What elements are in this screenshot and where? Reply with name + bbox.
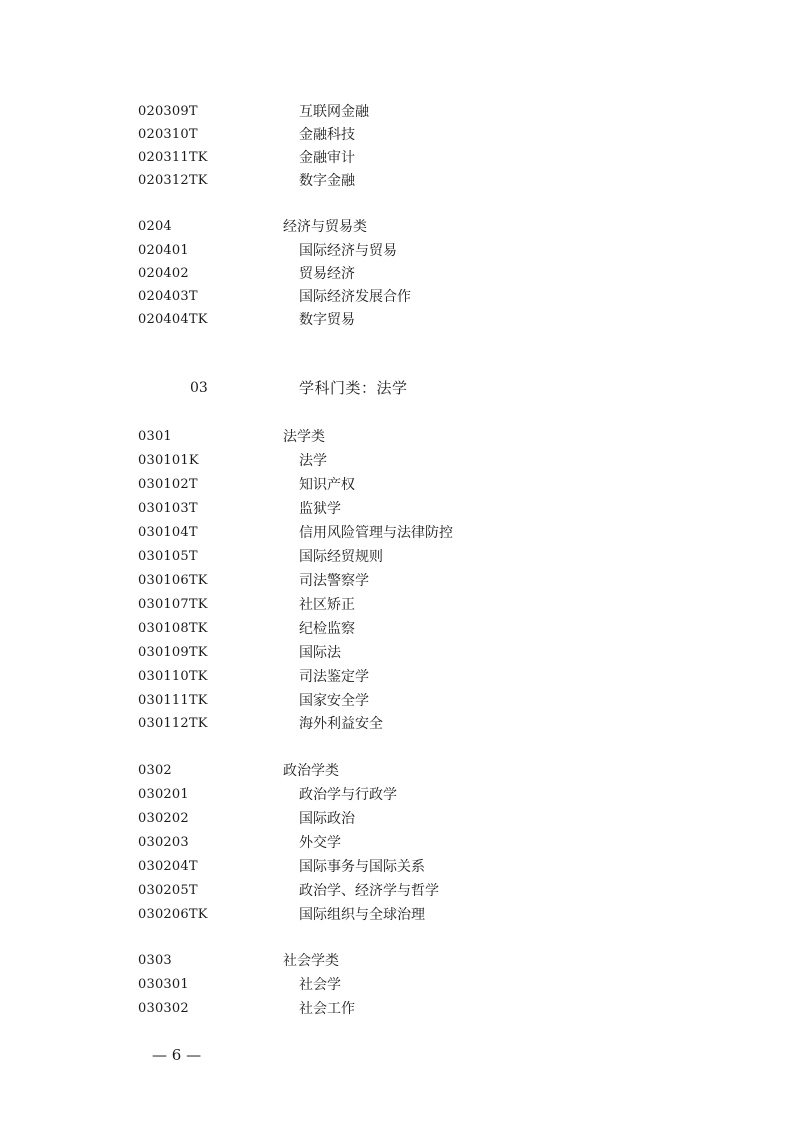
class-name: 经济与贸易类 bbox=[283, 219, 367, 235]
major-name: 国际事务与国际关系 bbox=[299, 859, 425, 875]
major-row bbox=[0, 594, 800, 616]
major-name: 社会工作 bbox=[299, 1001, 355, 1017]
major-code: 030110TK bbox=[138, 669, 208, 684]
major-row bbox=[0, 618, 800, 640]
major-name: 政治学与行政学 bbox=[299, 787, 397, 803]
major-row bbox=[0, 240, 800, 262]
major-name: 国际政治 bbox=[299, 811, 355, 827]
major-row bbox=[0, 856, 800, 878]
major-code: 020401 bbox=[138, 243, 189, 258]
major-row bbox=[0, 666, 800, 688]
major-name: 金融科技 bbox=[299, 127, 355, 143]
major-name: 国家安全学 bbox=[299, 693, 369, 709]
major-row bbox=[0, 498, 800, 520]
page-number: — 6 — bbox=[152, 1046, 202, 1064]
major-name: 贸易经济 bbox=[299, 266, 355, 282]
major-code: 030204T bbox=[138, 859, 198, 874]
major-name: 社会学 bbox=[299, 977, 341, 993]
major-row bbox=[0, 570, 800, 592]
major-row bbox=[0, 713, 800, 735]
major-name: 法学 bbox=[299, 453, 327, 469]
major-code: 030202 bbox=[138, 811, 189, 826]
major-code: 020312TK bbox=[138, 173, 208, 188]
major-row bbox=[0, 880, 800, 902]
major-name: 互联网金融 bbox=[299, 104, 369, 120]
major-row bbox=[0, 124, 800, 146]
major-code: 030108TK bbox=[138, 621, 208, 636]
class-heading-row bbox=[0, 760, 800, 782]
major-code: 030302 bbox=[138, 1001, 189, 1016]
discipline-heading bbox=[0, 376, 800, 400]
major-name: 海外利益安全 bbox=[299, 716, 383, 732]
class-heading-row bbox=[0, 950, 800, 972]
major-name: 外交学 bbox=[299, 835, 341, 851]
major-name: 国际经济与贸易 bbox=[299, 243, 397, 259]
major-name: 政治学、经济学与哲学 bbox=[299, 883, 439, 899]
major-row bbox=[0, 170, 800, 192]
major-code: 030301 bbox=[138, 977, 189, 992]
major-code: 030206TK bbox=[138, 907, 208, 922]
major-name: 司法鉴定学 bbox=[299, 669, 369, 685]
major-name: 国际法 bbox=[299, 645, 341, 661]
class-code: 0301 bbox=[138, 429, 172, 444]
major-code: 020310T bbox=[138, 127, 198, 142]
major-code: 030105T bbox=[138, 549, 198, 564]
major-name: 监狱学 bbox=[299, 501, 341, 517]
class-heading-row bbox=[0, 426, 800, 448]
major-code: 030112TK bbox=[138, 716, 208, 731]
major-row bbox=[0, 147, 800, 169]
class-heading-row bbox=[0, 216, 800, 238]
major-name: 国际经贸规则 bbox=[299, 549, 383, 565]
major-code: 030103T bbox=[138, 501, 198, 516]
major-row bbox=[0, 450, 800, 472]
major-row bbox=[0, 474, 800, 496]
major-code: 030201 bbox=[138, 787, 189, 802]
class-name: 社会学类 bbox=[283, 953, 339, 969]
major-name: 知识产权 bbox=[299, 477, 355, 493]
major-code: 030109TK bbox=[138, 645, 208, 660]
major-row bbox=[0, 546, 800, 568]
major-code: 030101K bbox=[138, 453, 199, 468]
major-row bbox=[0, 832, 800, 854]
major-row bbox=[0, 522, 800, 544]
major-code: 030111TK bbox=[138, 693, 208, 708]
class-name: 法学类 bbox=[283, 429, 325, 445]
major-name: 纪检监察 bbox=[299, 621, 355, 637]
major-row bbox=[0, 642, 800, 664]
major-row bbox=[0, 904, 800, 926]
major-code: 020402 bbox=[138, 266, 189, 281]
major-name: 国际经济发展合作 bbox=[299, 289, 411, 305]
class-code: 0302 bbox=[138, 763, 172, 778]
major-code: 030107TK bbox=[138, 597, 208, 612]
major-code: 030106TK bbox=[138, 573, 208, 588]
class-name: 政治学类 bbox=[283, 763, 339, 779]
major-name: 数字贸易 bbox=[299, 312, 355, 328]
major-code: 020309T bbox=[138, 104, 198, 119]
major-code: 030104T bbox=[138, 525, 198, 540]
major-code: 020403T bbox=[138, 289, 198, 304]
major-row bbox=[0, 263, 800, 285]
major-code: 030102T bbox=[138, 477, 198, 492]
major-row bbox=[0, 808, 800, 830]
class-code: 0204 bbox=[138, 219, 172, 234]
major-row bbox=[0, 690, 800, 712]
discipline-name: 学科门类：法学 bbox=[299, 379, 408, 397]
class-code: 0303 bbox=[138, 953, 172, 968]
major-row bbox=[0, 101, 800, 123]
major-name: 国际组织与全球治理 bbox=[299, 907, 425, 923]
major-name: 信用风险管理与法律防控 bbox=[299, 525, 453, 541]
major-name: 数字金融 bbox=[299, 173, 355, 189]
major-code: 020404TK bbox=[138, 312, 208, 327]
major-name: 社区矫正 bbox=[299, 597, 355, 613]
major-row bbox=[0, 784, 800, 806]
major-code: 030203 bbox=[138, 835, 189, 850]
major-code: 020311TK bbox=[138, 150, 208, 165]
major-row bbox=[0, 286, 800, 308]
major-row bbox=[0, 974, 800, 996]
discipline-code: 03 bbox=[190, 380, 208, 396]
major-row bbox=[0, 998, 800, 1020]
major-row bbox=[0, 309, 800, 331]
major-code: 030205T bbox=[138, 883, 198, 898]
major-name: 司法警察学 bbox=[299, 573, 369, 589]
major-name: 金融审计 bbox=[299, 150, 355, 166]
